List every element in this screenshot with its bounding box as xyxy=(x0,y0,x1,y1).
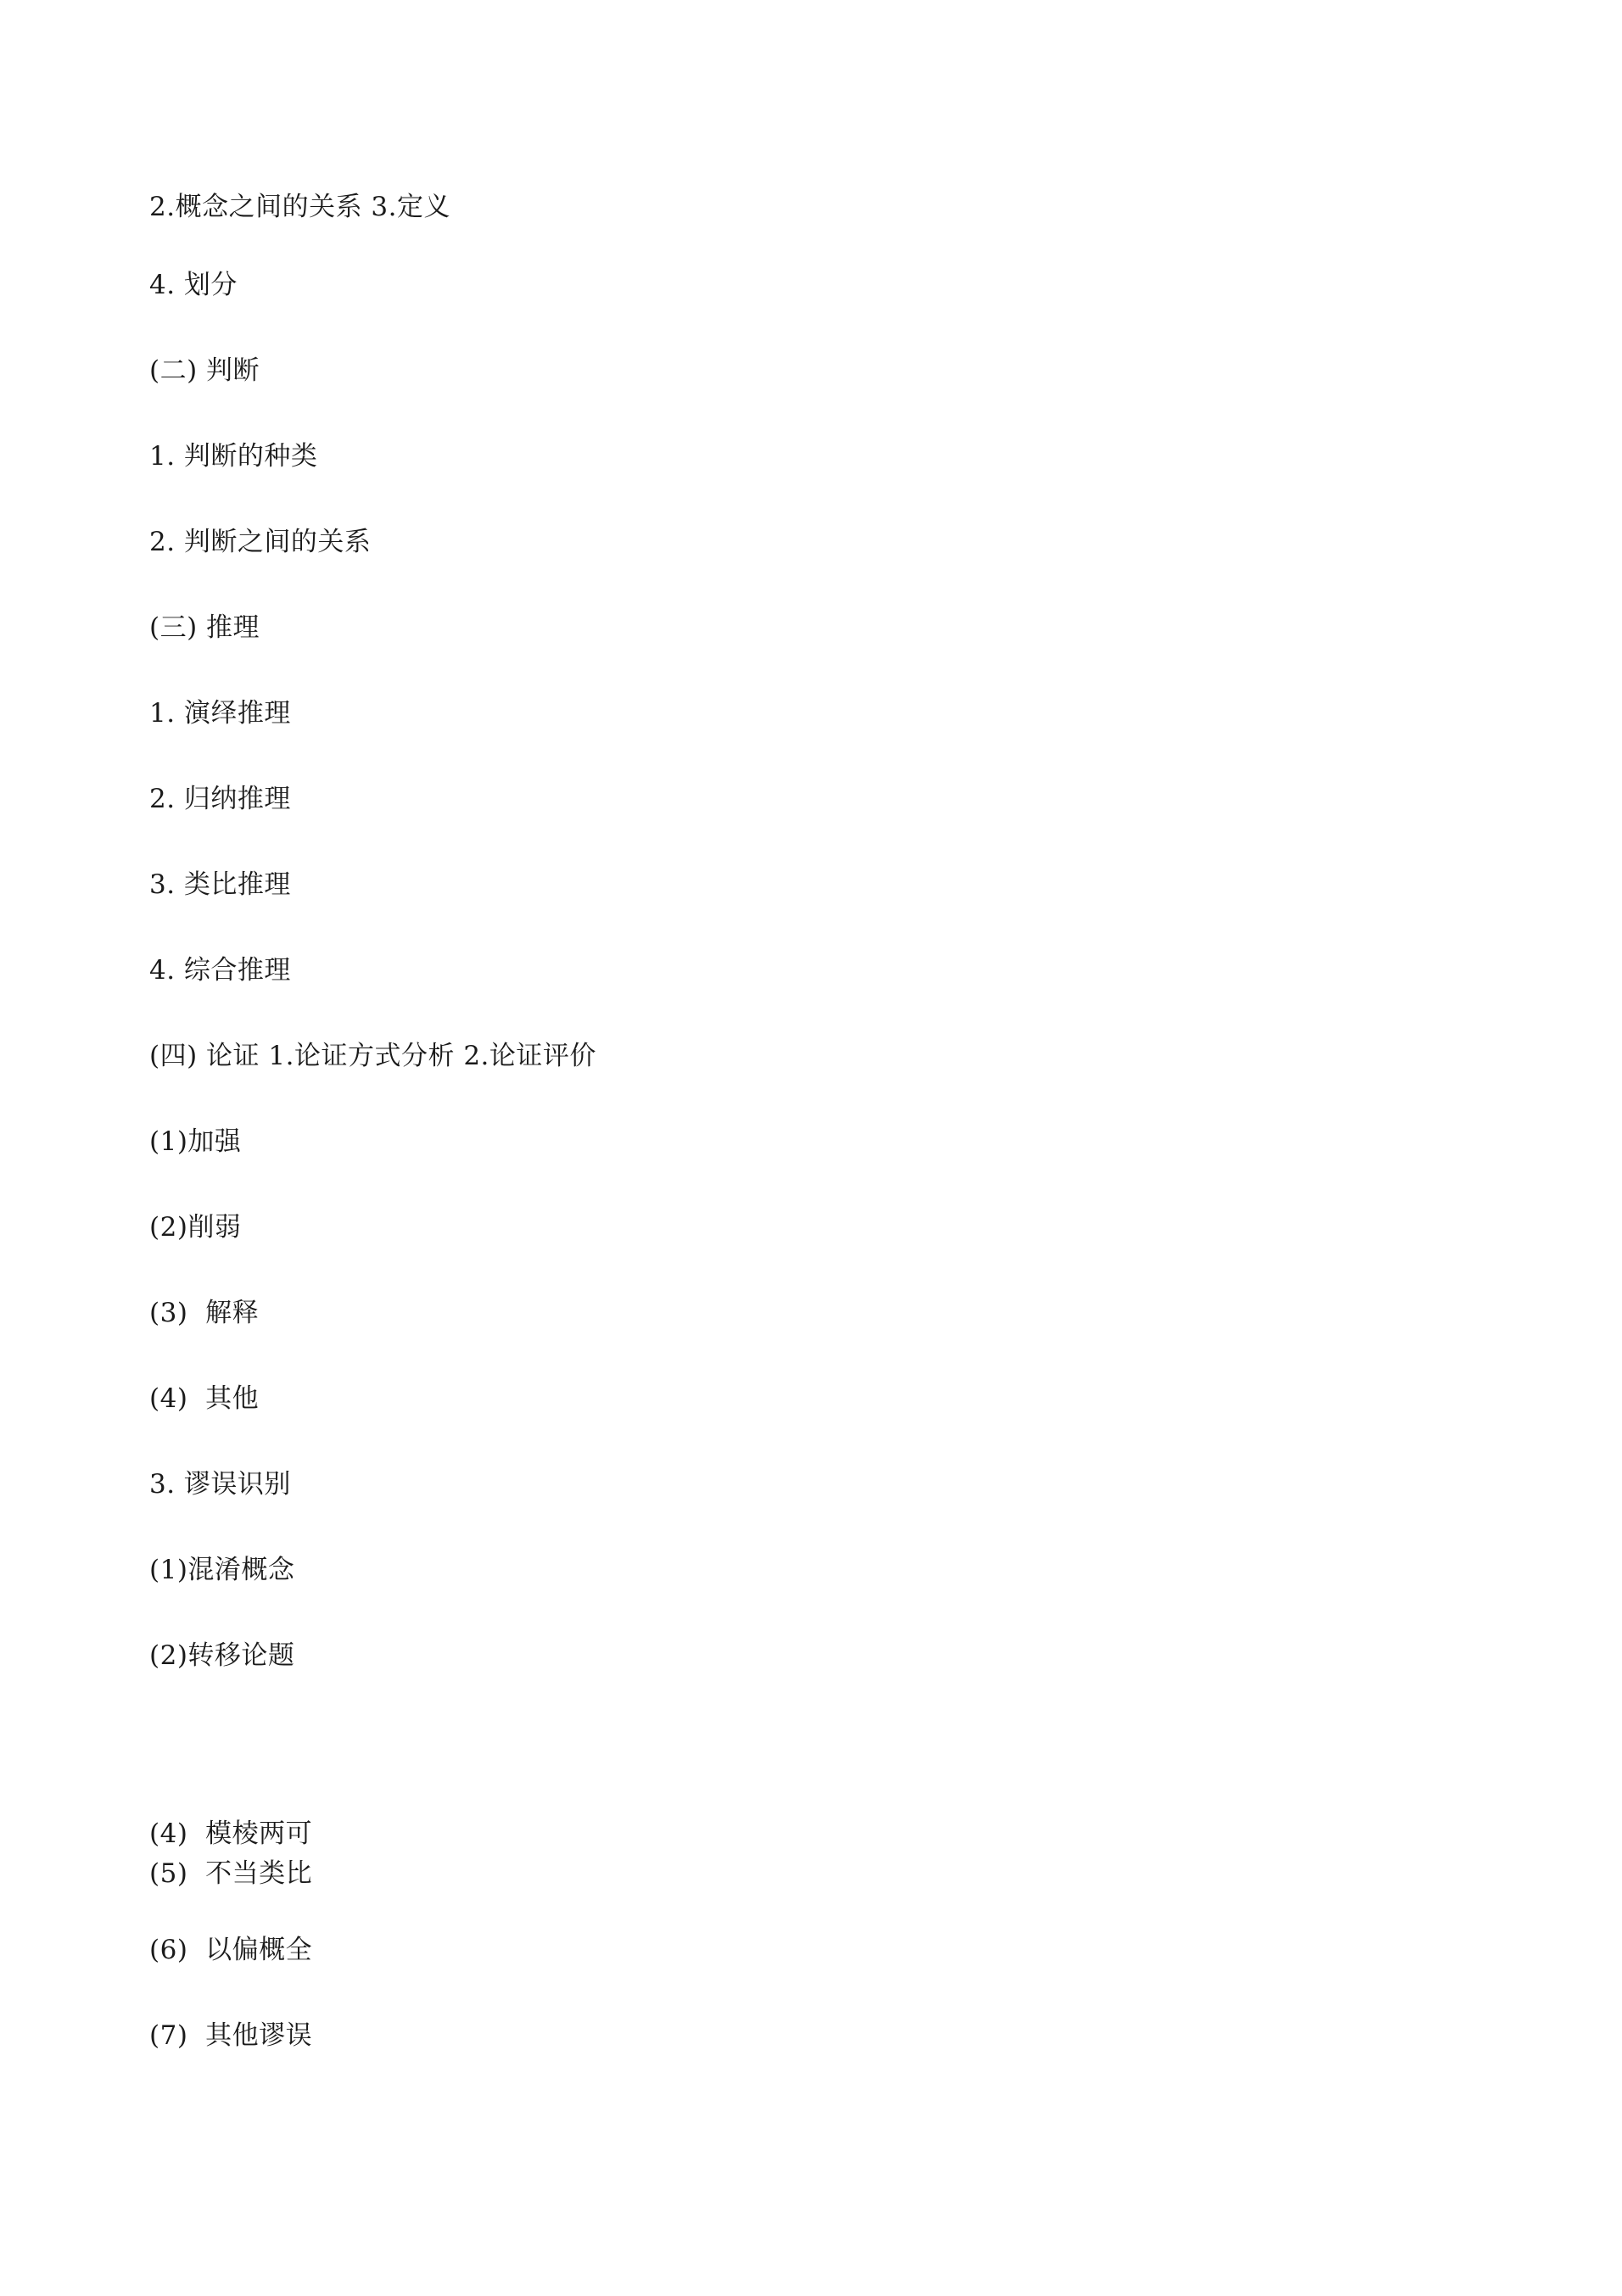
section-heading: (三) 推理 xyxy=(149,612,260,643)
text-line: (2)削弱 xyxy=(149,1212,242,1243)
text-line: (4) 模棱两可 xyxy=(149,1818,313,1849)
text-line: (5) 不当类比 xyxy=(149,1858,313,1889)
text-line: (4) 其他 xyxy=(149,1383,260,1414)
text-line: 1. 判断的种类 xyxy=(149,441,318,472)
text-line: (6) 以偏概全 xyxy=(149,1935,313,1965)
text-line: 3. 类比推理 xyxy=(149,869,291,900)
section-heading: (四) 论证 1.论证方式分析 2.论证评价 xyxy=(149,1041,596,1071)
section-heading: (二) 判断 xyxy=(149,355,260,386)
text-line: (1)混淆概念 xyxy=(149,1555,295,1585)
text-line: 3. 谬误识别 xyxy=(149,1469,291,1500)
text-line: (7) 其他谬误 xyxy=(149,2020,313,2051)
text-line: (1)加强 xyxy=(149,1126,242,1157)
text-line: (2)转移论题 xyxy=(149,1640,295,1671)
text-line: 4. 划分 xyxy=(149,270,238,300)
text-line: 2. 判断之间的关系 xyxy=(149,527,372,557)
text-line: 2.概念之间的关系 3.定义 xyxy=(149,192,451,222)
text-line: 1. 演绎推理 xyxy=(149,698,291,729)
text-line: (3) 解释 xyxy=(149,1298,260,1328)
text-line: 2. 归纳推理 xyxy=(149,784,291,814)
text-line: 4. 综合推理 xyxy=(149,955,291,986)
